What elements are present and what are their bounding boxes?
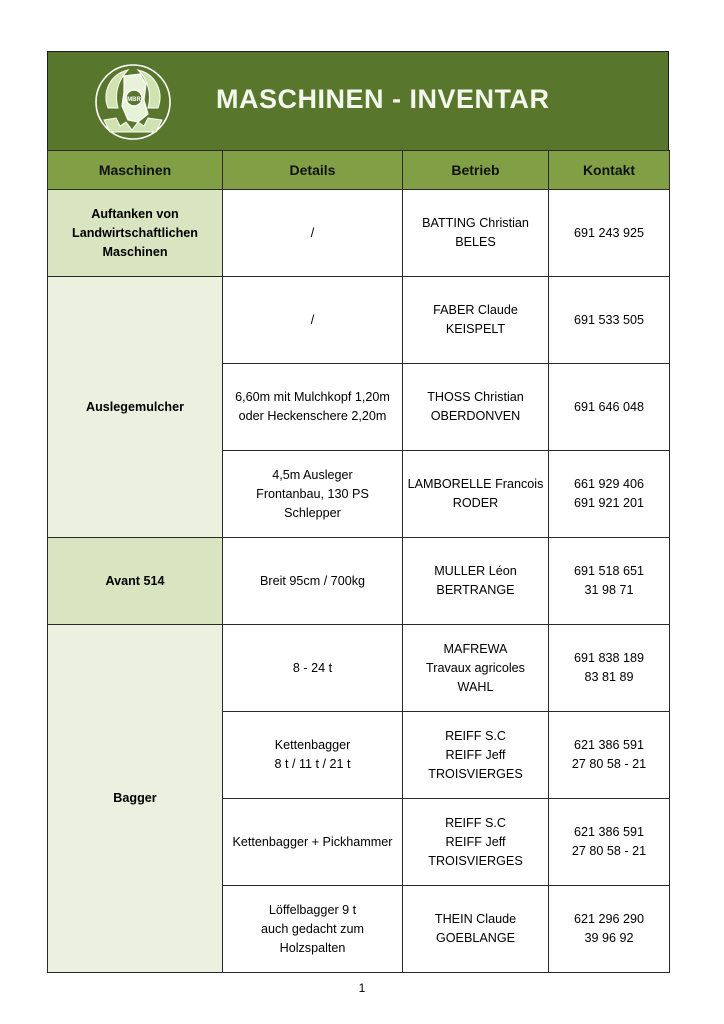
kontakt-cell: 621 386 591 27 80 58 - 21 xyxy=(549,799,670,886)
table-row xyxy=(48,538,670,625)
details-cell: / xyxy=(223,190,403,277)
kontakt-cell: 691 518 651 31 98 71 xyxy=(549,538,670,625)
details-cell: Löffelbagger 9 t auch gedacht zum Holzspalten xyxy=(223,886,403,973)
table-row xyxy=(48,625,670,712)
inventory-sheet xyxy=(47,51,669,973)
inventory-table xyxy=(47,150,670,973)
table-row xyxy=(48,190,670,277)
machine-cell: Auftanken von Landwirtschaftlichen Maschinen xyxy=(48,190,223,277)
betrieb-cell: MAFREWA Travaux agricoles WAHL xyxy=(403,625,549,712)
column-header-maschinen: Maschinen xyxy=(48,151,223,190)
page-title: MASCHINEN - INVENTAR xyxy=(216,84,550,114)
column-header-kontakt: Kontakt xyxy=(549,151,670,190)
details-cell: / xyxy=(223,277,403,364)
kontakt-cell: 691 838 189 83 81 89 xyxy=(549,625,670,712)
betrieb-cell: BATTING Christian BELES xyxy=(403,190,549,277)
betrieb-cell: REIFF S.C REIFF Jeff TROISVIERGES xyxy=(403,799,549,886)
association-logo-icon xyxy=(94,62,172,142)
details-cell: 4,5m Ausleger Frontanbau, 130 PS Schlepper xyxy=(223,451,403,538)
betrieb-cell: REIFF S.C REIFF Jeff TROISVIERGES xyxy=(403,712,549,799)
details-cell: 6,60m mit Mulchkopf 1,20m oder Heckenschere 2,20m xyxy=(223,364,403,451)
machine-cell: Bagger xyxy=(48,625,223,973)
machine-cell: Avant 514 xyxy=(48,538,223,625)
betrieb-cell: MULLER Léon BERTRANGE xyxy=(403,538,549,625)
kontakt-cell: 661 929 406 691 921 201 xyxy=(549,451,670,538)
kontakt-cell: 621 386 591 27 80 58 - 21 xyxy=(549,712,670,799)
kontakt-cell: 621 296 290 39 96 92 xyxy=(549,886,670,973)
betrieb-cell: THOSS Christian OBERDONVEN xyxy=(403,364,549,451)
details-cell: Breit 95cm / 700kg xyxy=(223,538,403,625)
kontakt-cell: 691 533 505 xyxy=(549,277,670,364)
svg-text:MBR: MBR xyxy=(127,97,141,103)
kontakt-cell: 691 646 048 xyxy=(549,364,670,451)
details-cell: Kettenbagger + Pickhammer xyxy=(223,799,403,886)
betrieb-cell: LAMBORELLE Francois RODER xyxy=(403,451,549,538)
table-row xyxy=(48,277,670,364)
betrieb-cell: FABER Claude KEISPELT xyxy=(403,277,549,364)
column-header-details: Details xyxy=(223,151,403,190)
column-header-betrieb: Betrieb xyxy=(403,151,549,190)
kontakt-cell: 691 243 925 xyxy=(549,190,670,277)
title-banner xyxy=(47,51,669,150)
details-cell: 8 - 24 t xyxy=(223,625,403,712)
betrieb-cell: THEIN Claude GOEBLANGE xyxy=(403,886,549,973)
details-cell: Kettenbagger 8 t / 11 t / 21 t xyxy=(223,712,403,799)
page-number: 1 xyxy=(358,981,366,995)
machine-cell: Auslegemulcher xyxy=(48,277,223,538)
